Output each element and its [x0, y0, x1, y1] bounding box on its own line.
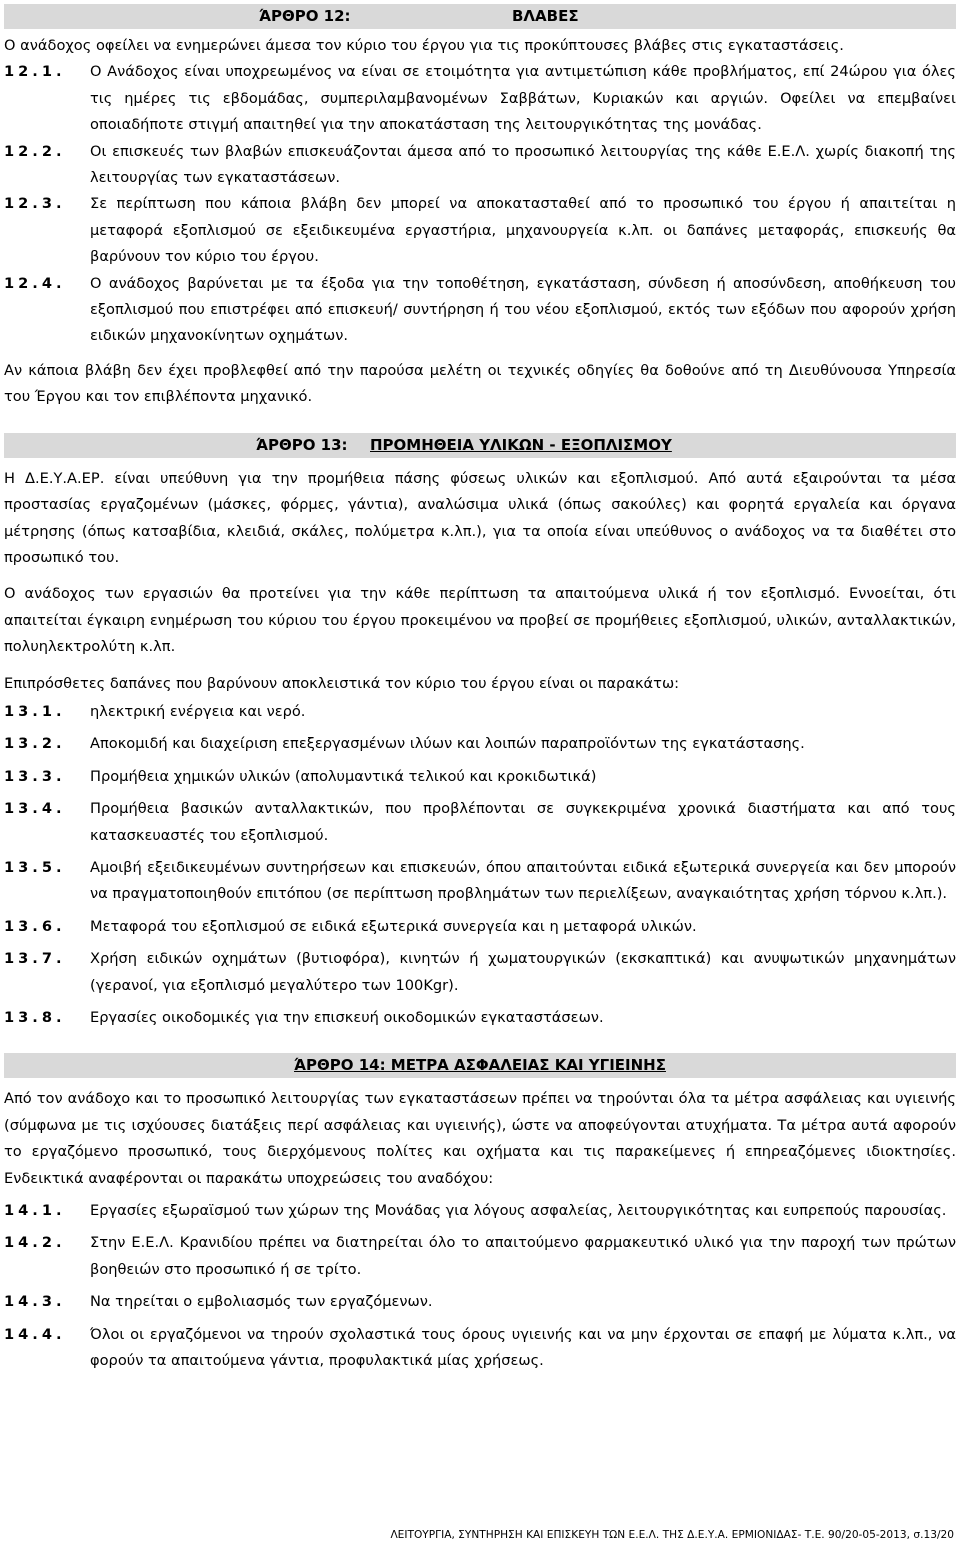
item-text: Στην Ε.Ε.Λ. Κρανιδίου πρέπει να διατηρείται όλο το απαιτούμενο φαρμακευτικό υλικό για την παροχή των πρώτων βοηθειών στο προσωπικό ή σε τρίτο.: [90, 1234, 956, 1278]
item-text: Σε περίπτωση που κάποια βλάβη δεν μπορεί να αποκατασταθεί από το προσωπικό του έργου ή απαιτείται η μεταφορά εξοπλισμού σε εξειδικευμένα εργαστήρια, μηχανουργεία κ.λπ. οι δαπάνες μεταφοράς, επισκευής θα βαρύνουν τον κύριο του έργου.: [90, 195, 956, 266]
item-text: ηλεκτρική ενέργεια και νερό.: [90, 702, 306, 720]
article-13-para-1: Η Δ.Ε.Υ.Α.ΕΡ. είναι υπεύθυνη για την προμήθεια πάσης φύσεως υλικών και εξοπλισμού. Από αυτά εξαιρούνται τα μέσα προστασίας εργαζομένων (μάσκες, φόρμες, γάντια), αναλώσιμα υλικά (όπως σακούλες) και φορητά εργαλεία και όργανα μέτρησης (όπως κατσαβίδια, κλειδιά, σκάλες, πολύμετρα κ.λπ.), για τα οποία είναι υπεύθυνος ο ανάδοχος να τα διαθέτει στο προσωπικό του.: [4, 469, 956, 566]
item-text: Όλοι οι εργαζόμενοι να τηρούν σχολαστικά τους όρους υγιεινής και να μην έρχονται σε επαφή με λύματα κ.λπ., να φορούν τα απαιτούμενα γάντια, προφυλακτικά μίας χρήσεως.: [90, 1325, 956, 1370]
list-item: [4, 1198, 956, 1224]
list-item: [4, 796, 956, 849]
item-number: 13.6.: [4, 917, 66, 935]
item-text: Οι επισκευές των βλαβών επισκευάζονται άμεσα από το προσωπικό λειτουργίας της κάθε Ε.Ε.Λ. χωρίς διακοπή της λειτουργίας των εγκαταστάσεων.: [90, 142, 956, 187]
article-13-items: [4, 699, 956, 1031]
item-number: 14.1.: [4, 1202, 66, 1220]
article-14-para-1: Από τον ανάδοχο και το προσωπικό λειτουργίας των εγκαταστάσεων πρέπει να τηρούνται όλα τα μέτρα ασφάλειας και υγιεινής (σύμφωνα με τις ισχύουσες διατάξεις περί ασφάλειας και υγιεινής), ώστε να αποφεύγονται ατυχήματα. Τα μέτρα αυτά αφορούν το εργαζόμενο προσωπικό, τους διερχόμενους πολίτες και οχήματα και τις παρακείμενες ή επηρεαζόμενες ιδιοκτησίες. Ενδεικτικά αναφέρονται οι παρακάτω υποχρεώσεις του αναδόχου:: [4, 1090, 956, 1187]
article-14-items: [4, 1198, 956, 1374]
article-12-number: ΆΡΘΡΟ 12:: [259, 7, 351, 25]
item-number: 13.3.: [4, 767, 66, 785]
article-13-para-3: Επιπρόσθετες δαπάνες που βαρύνουν αποκλειστικά τον κύριο του έργου είναι οι παρακάτω:: [4, 674, 680, 692]
item-text: Χρήση ειδικών οχημάτων (βυτιοφόρα), κινητών ή χωματουργικών (εκσκαπτικά) και ανυψωτικών μηχανημάτων (γερανοί, για εξοπλισμό μεγαλύτερο των 100Kgr).: [90, 950, 956, 994]
list-item: [4, 59, 956, 138]
list-item: [4, 731, 956, 757]
list-item: [4, 271, 956, 350]
list-item: [4, 191, 956, 270]
article-13-heading: [4, 433, 956, 458]
list-item: [4, 699, 956, 725]
item-text: Προμήθεια χημικών υλικών (απολυμαντικά τελικού και κροκιδωτικά): [90, 767, 597, 785]
article-12-title: ΒΛΑΒΕΣ: [512, 7, 579, 25]
article-12-closing: Αν κάποια βλάβη δεν έχει προβλεφθεί από την παρούσα μελέτη οι τεχνικές οδηγίες θα δοθούνε από τη Διευθύνουσα Υπηρεσία του Έργου και τον επιβλέποντα μηχανικό.: [4, 361, 956, 406]
item-text: Εργασίες οικοδομικές για την επισκευή οικοδομικών εγκαταστάσεων.: [90, 1009, 604, 1026]
item-number: 14.4.: [4, 1325, 66, 1343]
item-number: 13.7.: [4, 950, 66, 968]
item-number: 13.4.: [4, 800, 66, 818]
item-number: 13.2.: [4, 735, 66, 753]
item-number: 13.1.: [4, 702, 66, 720]
item-text: Να τηρείται ο εμβολιασμός των εργαζόμενων.: [90, 1293, 433, 1311]
article-12-intro: Ο ανάδοχος οφείλει να ενημερώνει άμεσα τον κύριο του έργου για τις προκύπτουσες βλάβες στις εγκαταστάσεις.: [4, 37, 844, 54]
article-12-heading: [4, 4, 956, 29]
item-text: Ο Ανάδοχος είναι υποχρεωμένος να είναι σε ετοιμότητα για αντιμετώπιση κάθε προβλήματος, επί 24ώρου για όλες τις ημέρες τις εβδομάδας, συμπεριλαμβανομένων Σαββάτων, Κυριακών και αργιών. Οφείλει να επεμβαίνει οποιαδήποτε στιγμή απαιτηθεί για την αποκατάσταση της λειτουργικότητας της μονάδας.: [90, 63, 956, 134]
item-number: 13.5.: [4, 858, 66, 876]
item-text: Προμήθεια βασικών ανταλλακτικών, που προβλέπονται σε συγκεκριμένα χρονικά διαστήματα και από τους κατασκευαστές του εξοπλισμού.: [90, 800, 956, 844]
item-number: 13.8.: [4, 1009, 66, 1026]
item-number: 14.2.: [4, 1234, 66, 1252]
article-12-items: [4, 59, 956, 349]
list-item: [4, 946, 956, 999]
list-item: [4, 139, 956, 192]
article-13-title: ΠΡΟΜΗΘΕΙΑ ΥΛΙΚΩΝ - ΕΞΟΠΛΙΣΜΟΥ: [370, 435, 672, 454]
list-item: [4, 855, 956, 908]
article-14-title: ΆΡΘΡΟ 14: ΜΕΤΡΑ ΑΣΦΑΛΕΙΑΣ ΚΑΙ ΥΓΙΕΙΝΗΣ: [294, 1056, 666, 1075]
article-14-heading: [4, 1053, 956, 1078]
list-item: [4, 1230, 956, 1283]
list-item: [4, 1322, 956, 1375]
item-text: Ο ανάδοχος βαρύνεται με τα έξοδα για την τοποθέτηση, εγκατάσταση, σύνδεση ή αποσύνδεση, αποθήκευση του εξοπλισμού που επιστρέφει από επισκευή/ συντήρηση ή του νέου εξοπλισμού, εκτός των εξόδων που αφορούν χρήση ειδικών μηχανοκίνητων οχημάτων.: [90, 274, 956, 345]
item-number: 12.2.: [4, 142, 66, 160]
article-13-number: ΆΡΘΡΟ 13:: [256, 435, 348, 454]
item-text: Αποκομιδή και διαχείριση επεξεργασμένων ιλύων και λοιπών παραπροϊόντων της εγκατάστασης.: [90, 735, 805, 753]
item-number: 12.1.: [4, 63, 66, 81]
item-number: 12.4.: [4, 274, 66, 292]
item-number: 12.3.: [4, 195, 66, 213]
item-number: 14.3.: [4, 1293, 66, 1311]
item-text: Μεταφορά του εξοπλισμού σε ειδικά εξωτερικά συνεργεία και η μεταφορά υλικών.: [90, 917, 697, 935]
item-text: Αμοιβή εξειδικευμένων συντηρήσεων και επισκευών, όπου απαιτούνται ειδικά εξωτερικά συνεργεία και δεν μπορούν να πραγματοποιηθούν επιτόπου (σε περίπτωση προβλημάτων των περιελίξεων, αναγκαιότητας χρήση τόρνου κ.λπ.).: [90, 858, 956, 903]
page-footer: ΛΕΙΤΟΥΡΓΙΑ, ΣΥΝΤΗΡΗΣΗ ΚΑΙ ΕΠΙΣΚΕΥΗ ΤΩΝ Ε.Ε.Λ. ΤΗΣ Δ.Ε.Υ.Α. ΕΡΜΙΟΝΙΔΑΣ- Τ.Ε. 90/20-05-2013, σ.13/20: [390, 1529, 954, 1541]
article-13-para-2: Ο ανάδοχος των εργασιών θα προτείνει για την κάθε περίπτωση τα απαιτούμενα υλικά ή τον εξοπλισμό. Εννοείται, ότι απαιτείται έγκαιρη ενημέρωση του κύριου του έργου προκειμένου να προβεί σε προμήθειες εξοπλισμού, υλικών, ανταλλακτικών, πολυηλεκτρολύτη κ.λπ.: [4, 585, 956, 656]
document-page: [4, 0, 956, 1374]
list-item: [4, 1005, 956, 1031]
item-text: Εργασίες εξωραϊσμού των χώρων της Μονάδας για λόγους ασφαλείας, λειτουργικότητας και ευπρεπούς παρουσίας.: [90, 1202, 947, 1220]
list-item: [4, 764, 956, 790]
list-item: [4, 1289, 956, 1315]
list-item: [4, 914, 956, 940]
